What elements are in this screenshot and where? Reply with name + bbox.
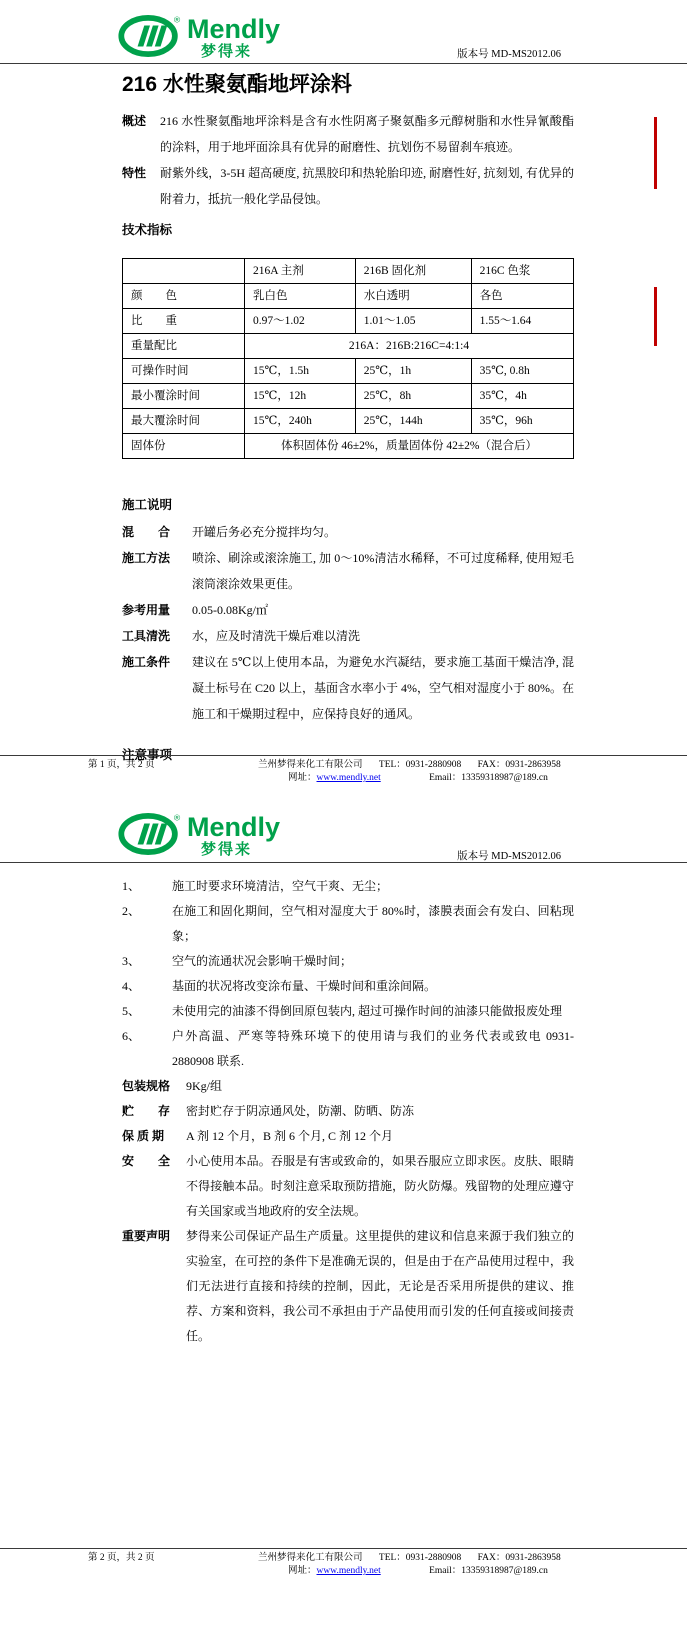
table-row [123, 359, 574, 384]
fax-number: FAX：0931-2863958 [477, 760, 561, 770]
cell: 15℃，240h [245, 409, 356, 434]
note-number: 6、 [122, 1029, 141, 1043]
cell: 各色 [471, 284, 573, 309]
note-item [122, 999, 574, 1024]
brand-latin: Mendly [187, 14, 281, 44]
note-text: 在施工和固化期间，空气相对湿度大于 80%时，漆膜表面会有发白、回粘现象； [172, 904, 574, 943]
field-text: 9Kg/组 [186, 1079, 223, 1093]
table-row [123, 334, 574, 359]
note-text: 户外高温、严寒等特殊环境下的使用请与我们的业务代表或致电 0931-2880908 联系. [172, 1029, 574, 1068]
cell: 水白透明 [355, 284, 471, 309]
header-rule-page2 [0, 862, 687, 863]
note-text: 基面的状况将改变涂布量、干燥时间和重涂间隔。 [172, 979, 437, 993]
cell: 最大覆涂时间 [123, 409, 245, 434]
page1-header [118, 14, 280, 59]
field-label: 贮 存 [122, 1104, 171, 1118]
website-link[interactable]: www.mendly.net [316, 773, 381, 783]
cell: 乳白色 [245, 284, 356, 309]
apply-label: 混 合 [122, 525, 171, 539]
note-text: 施工时要求环境清洁，空气干爽、无尘； [172, 879, 389, 893]
cell: 15℃，12h [245, 384, 356, 409]
feature-text: 耐紫外线，3-5H 超高硬度, 抗黑胶印和热轮胎印迹, 耐磨性好, 抗刻划, 有优异的附着力，抵抗一般化学品侵蚀。 [160, 166, 574, 206]
field-packaging [122, 1074, 574, 1099]
note-number: 5、 [122, 1004, 141, 1018]
tel-number: TEL：0931-2880908 [378, 1553, 462, 1563]
cell: 1.55～1.64 [471, 309, 573, 334]
cell: 25℃，1h [355, 359, 471, 384]
brand-chinese: 梦得来 [201, 43, 253, 60]
feature-label: 特性 [122, 166, 147, 180]
note-item [122, 1024, 574, 1074]
apply-row-method [122, 545, 574, 597]
cell [123, 259, 245, 284]
cell: 可操作时间 [123, 359, 245, 384]
overview-text: 216 水性聚氨酯地坪涂料是含有水性阴离子聚氨酯多元醇树脂和水性异氰酸酯的涂料，用于地坪面涂具有优异的耐磨性、抗划伤不易留刹车痕迹。 [160, 114, 574, 154]
cell: 体积固体份 46±2%，质量固体份 42±2%（混合后） [245, 434, 574, 459]
page-number: 第 2 页，共 2 页 [88, 1553, 155, 1563]
apply-text: 建议在 5℃以上使用本品，为避免水汽凝结，要求施工基面干燥洁净, 混凝土标号在 C20 以上，基面含水率小于 4%，空气相对湿度小于 80%。在施工和干燥期过程中，应保持良好的通风。 [192, 655, 574, 721]
cell: 216A 主剂 [245, 259, 356, 284]
page2-header [118, 812, 280, 857]
email-address: Email：13359318987@189.cn [429, 1566, 548, 1576]
cell: 固体份 [123, 434, 245, 459]
field-label: 包装规格 [122, 1079, 171, 1093]
apply-text: 喷涂、刷涂或滚涂施工, 加 0～10%清洁水稀释，不可过度稀释, 使用短毛滚筒滚涂效果更佳。 [192, 551, 574, 591]
spec-table [122, 258, 574, 459]
note-number: 3、 [122, 954, 141, 968]
field-storage [122, 1099, 574, 1124]
note-text: 未使用完的油漆不得倒回原包装内, 超过可操作时间的油漆只能做报废处理 [172, 1004, 563, 1018]
note-item [122, 949, 574, 974]
version-label-page2: 版本号 MD-MS2012.06 [457, 851, 561, 862]
table-row [123, 284, 574, 309]
revision-bar [654, 117, 657, 189]
cell: 15℃，1.5h [245, 359, 356, 384]
svg-text:®: ® [173, 812, 181, 823]
field-safety [122, 1149, 574, 1224]
apply-text: 0.05-0.08Kg/㎡ [192, 603, 268, 617]
apply-text: 水，应及时清洗干燥后难以清洗 [192, 629, 361, 643]
company-name: 兰州梦得来化工有限公司 [258, 1553, 363, 1563]
svg-text:®: ® [173, 14, 181, 25]
website-link[interactable]: www.mendly.net [316, 1566, 381, 1576]
apply-row-conditions [122, 649, 574, 727]
revision-bar [654, 287, 657, 346]
company-name: 兰州梦得来化工有限公司 [258, 760, 363, 770]
cell: 最小覆涂时间 [123, 384, 245, 409]
cell: 25℃，144h [355, 409, 471, 434]
table-row [123, 309, 574, 334]
field-label: 保 质 期 [122, 1129, 165, 1143]
tel-number: TEL：0931-2880908 [378, 760, 462, 770]
mendly-logo-icon [118, 812, 182, 856]
cell: 1.01～1.05 [355, 309, 471, 334]
field-label: 安 全 [122, 1154, 171, 1168]
overview-label: 概述 [122, 114, 147, 128]
cell: 颜 色 [123, 284, 245, 309]
page-number: 第 1 页，共 2 页 [88, 760, 155, 770]
cell: 0.97～1.02 [245, 309, 356, 334]
field-text: A 剂 12 个月，B 剂 6 个月, C 剂 12 个月 [186, 1129, 394, 1143]
field-disclaimer [122, 1224, 574, 1349]
apply-label: 参考用量 [122, 603, 171, 617]
cell: 216B 固化剂 [355, 259, 471, 284]
apply-row-mixing [122, 519, 574, 545]
cell: 35℃，4h [471, 384, 573, 409]
page1-body [122, 66, 574, 769]
cell: 216C 色浆 [471, 259, 573, 284]
brand-text [187, 16, 280, 59]
page-title: 216 水性聚氨酯地坪涂料 [122, 73, 352, 96]
version-label-page1: 版本号 MD-MS2012.06 [457, 49, 561, 60]
field-text: 小心使用本品。吞服是有害或致命的，如果吞服应立即求医。皮肤、眼睛不得接触本品。时刻注意采取预防措施，防火防爆。残留物的处理应遵守有关国家或当地政府的安全法规。 [186, 1154, 574, 1218]
apply-row-dosage [122, 597, 574, 623]
field-label: 重要声明 [122, 1229, 171, 1243]
field-text: 梦得来公司保证产品生产质量。这里提供的建议和信息来源于我们独立的实验室，在可控的条件下是准确无误的，但是由于在产品使用过程中，我们无法进行直接和持续的控制，因此，无论是否采用所提供的建议、推荐、方案和资料，我公司不承担由于产品使用而引发的任何直接或间接责任。 [186, 1229, 574, 1343]
email-address: Email：13359318987@189.cn [429, 773, 548, 783]
note-number: 2、 [122, 904, 141, 918]
apply-label: 施工条件 [122, 655, 171, 669]
cell: 35℃, 0.8h [471, 359, 573, 384]
cell: 216A：216B:216C=4:1:4 [245, 334, 574, 359]
notice-heading: 注意事项 [122, 748, 173, 762]
header-rule-page1 [0, 63, 687, 64]
field-text: 密封贮存于阴凉通风处，防潮、防晒、防冻 [186, 1104, 415, 1118]
note-number: 4、 [122, 979, 141, 993]
cell: 25℃，8h [355, 384, 471, 409]
brand-chinese: 梦得来 [201, 841, 253, 858]
cell: 重量配比 [123, 334, 245, 359]
apply-row-cleaning [122, 623, 574, 649]
table-row [123, 409, 574, 434]
web-label: 网址： [288, 773, 317, 783]
feature-row [122, 160, 574, 212]
web-label: 网址： [288, 1566, 317, 1576]
apply-label: 工具清洗 [122, 629, 171, 643]
field-shelf-life [122, 1124, 574, 1149]
apply-text: 开罐后务必充分搅拌均匀。 [192, 525, 337, 539]
table-row [123, 434, 574, 459]
table-header-row [123, 259, 574, 284]
brand-text [187, 814, 280, 857]
note-item [122, 874, 574, 899]
mendly-logo-icon [118, 14, 182, 58]
apply-label: 施工方法 [122, 551, 171, 565]
note-item [122, 974, 574, 999]
brand-latin: Mendly [187, 812, 281, 842]
fax-number: FAX：0931-2863958 [477, 1553, 561, 1563]
page2-footer [0, 1548, 687, 1578]
note-text: 空气的流通状况会影响干燥时间； [172, 954, 353, 968]
tech-heading: 技术指标 [122, 223, 173, 237]
note-item [122, 899, 574, 949]
page2-body [122, 874, 574, 1349]
overview-row [122, 108, 574, 160]
note-number: 1、 [122, 879, 141, 893]
page1-footer [0, 755, 687, 785]
apply-heading: 施工说明 [122, 498, 173, 512]
cell: 35℃，96h [471, 409, 573, 434]
table-row [123, 384, 574, 409]
cell: 比 重 [123, 309, 245, 334]
